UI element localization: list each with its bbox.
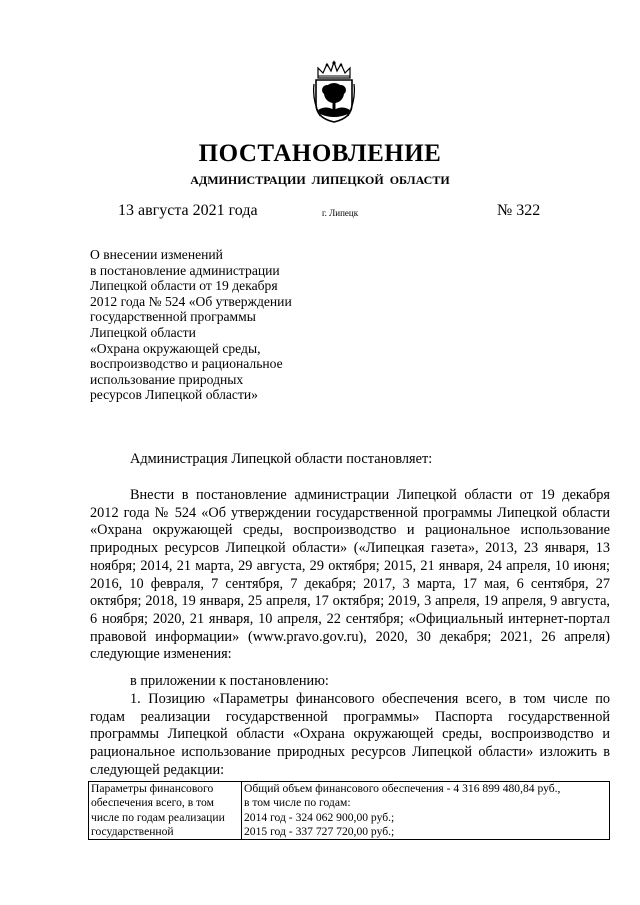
table-cell-line: в том числе по годам:	[244, 796, 351, 810]
table-cell-line: 2015 год - 337 727 720,00 руб.;	[244, 824, 395, 838]
main-paragraph: Внести в постановление администрации Липецкой области от 19 декабря 2012 года № 524 «Об утверждении государственной программы Липецкой области «Охрана окружающей среды, воспроизводство и рациональное использование природных ресурсов Липецкой области» («Липецкая газета», 2013, 23 января, 13 ноября; 2014, 21 марта, 29 августа, 29 октября; 2015, 21 января, 24 апреля, 10 июня; 2016, 10 февраля, 7 сентября, 7 декабря; 2017, 3 марта, 17 мая, 6 сентября, 27 октября; 2018, 19 января, 25 апреля, 17 октября; 2019, 3 апреля, 19 апреля, 9 августа, 6 ноября; 2020, 21 января, 10 апреля, 22 сентября; «Официальный интернет-портал правовой информации» (www.pravo.gov.ru), 2020, 30 декабря; 2021, 26 апреля) следующие изменения:	[90, 487, 610, 663]
document-title: ПОСТАНОВЛЕНИЕ	[198, 140, 442, 167]
table-cell-line: Параметры финансового	[91, 782, 214, 795]
document-date: 13 августа 2021 года	[118, 202, 258, 219]
table-row	[89, 782, 610, 840]
table-cell-line: числе по годам реализации	[91, 810, 225, 824]
document-city: г. Липецк	[322, 208, 359, 218]
document-number: № 322	[497, 202, 541, 219]
table-cell-line: 2014 год - 324 062 900,00 руб.;	[244, 810, 395, 824]
lipetsk-coat-of-arms-icon	[312, 60, 356, 124]
table-cell-line: государственной	[91, 824, 174, 838]
table-cell-line: обеспечения всего, в том	[91, 796, 214, 810]
issuing-authority: АДМИНИСТРАЦИИ ЛИПЕЦКОЙ ОБЛАСТИ	[190, 173, 450, 187]
table-cell-line: Общий объем финансового обеспечения - 4 316 899 480,84 руб.,	[244, 782, 561, 795]
table-cell-value	[242, 782, 610, 840]
table-cell-label	[89, 782, 242, 840]
document-subject: О внесении изменений в постановление администрации Липецкой области от 19 декабря 2012 года № 524 «Об утверждении государственной программы Липецкой области «Охрана окружающей среды, воспроизводство и рациональное использование природных ресурсов Липецкой области»	[90, 247, 292, 403]
appendix-line: в приложении к постановлению:	[130, 673, 329, 689]
item-1-paragraph: 1. Позицию «Параметры финансового обеспечения всего, в том числе по годам реализации государственной программы» Паспорта государственной программы Липецкой области «Охрана окружающей среды, воспроизводство и рациональное использование природных ресурсов Липецкой области» изложить в следующей редакции:	[90, 691, 610, 778]
financing-parameters-table	[88, 781, 610, 840]
resolution-phrase: Администрация Липецкой области постановляет:	[130, 451, 433, 467]
